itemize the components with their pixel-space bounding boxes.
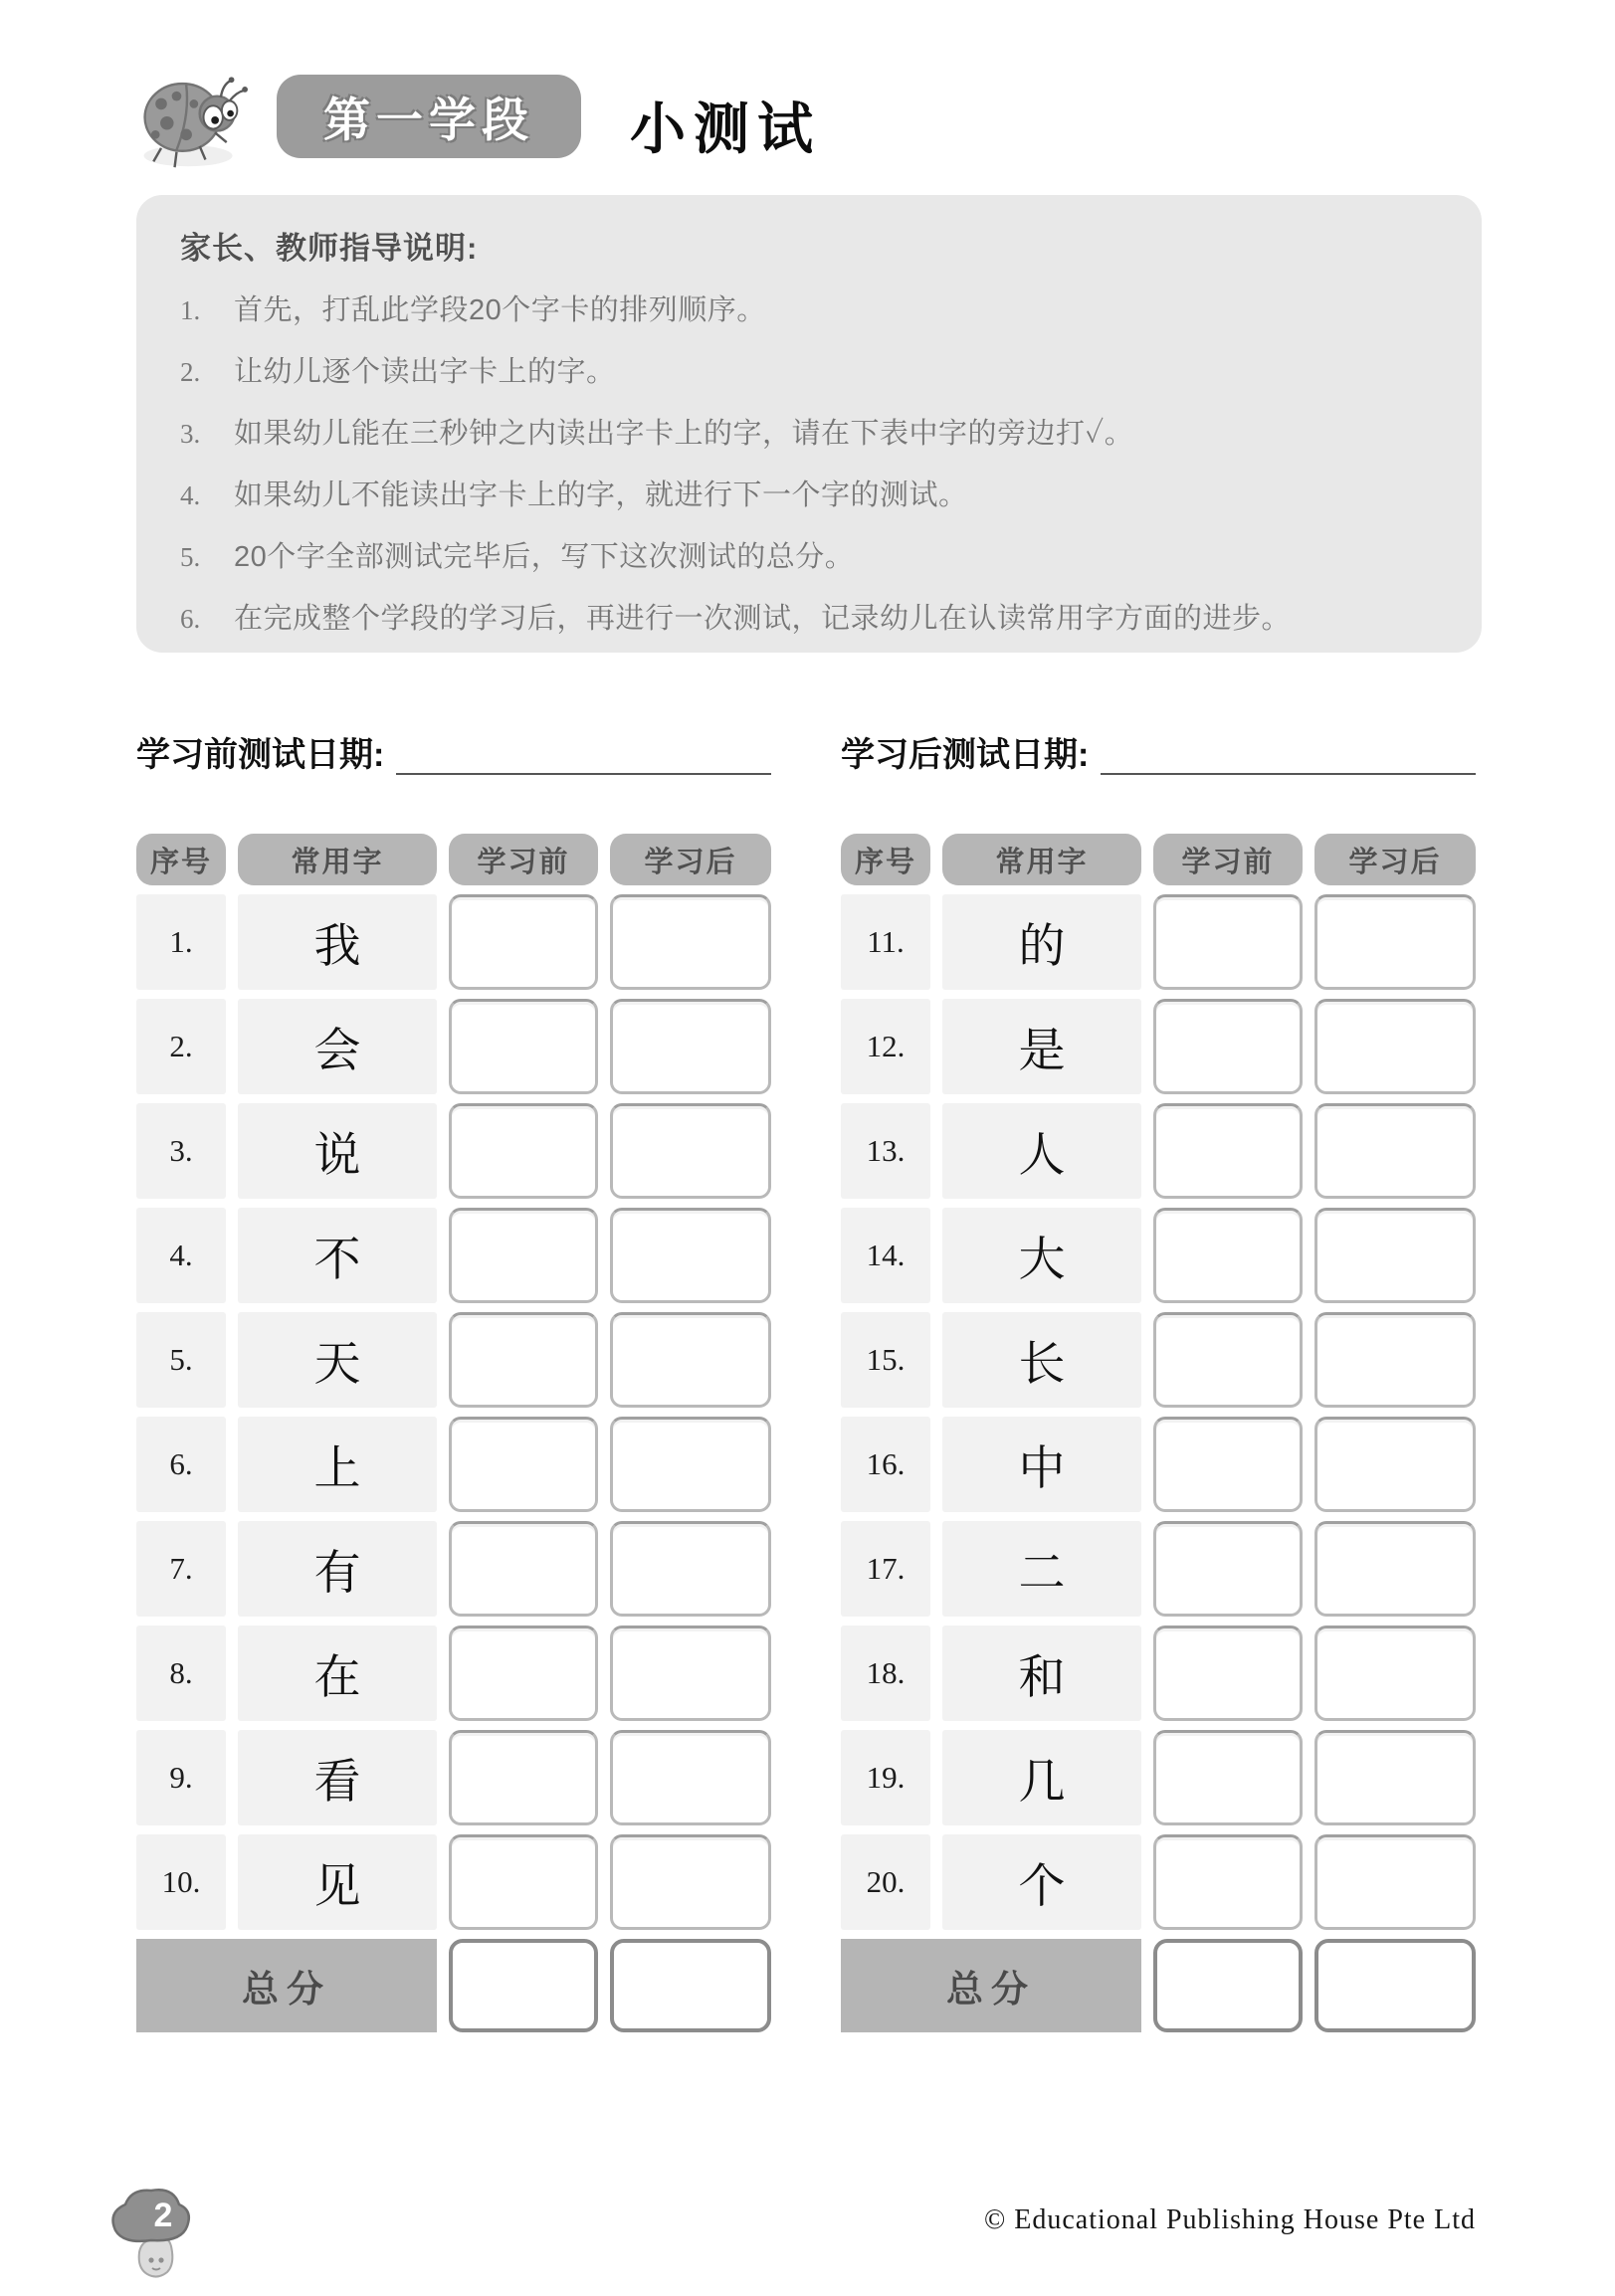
row-number: 7. xyxy=(136,1521,226,1617)
after-score-box[interactable] xyxy=(610,1730,771,1825)
row-number: 11. xyxy=(841,894,930,990)
row-number: 8. xyxy=(136,1626,226,1721)
row-character: 有 xyxy=(238,1521,437,1617)
total-label: 总分 xyxy=(136,1939,437,2032)
table-row xyxy=(136,1730,771,1825)
header-number: 序号 xyxy=(841,834,930,885)
row-character: 大 xyxy=(942,1208,1141,1303)
table-row xyxy=(841,1417,1476,1512)
before-score-box[interactable] xyxy=(1153,999,1303,1094)
before-score-box[interactable] xyxy=(1153,1730,1303,1825)
row-character: 长 xyxy=(942,1312,1141,1408)
row-number: 5. xyxy=(136,1312,226,1408)
row-number: 18. xyxy=(841,1626,930,1721)
row-character: 的 xyxy=(942,894,1141,990)
copyright-text: © Educational Publishing House Pte Ltd xyxy=(983,2204,1476,2235)
after-score-box[interactable] xyxy=(610,1312,771,1408)
table-row xyxy=(841,1730,1476,1825)
table-row xyxy=(841,999,1476,1094)
instruction-text: 在完成整个学段的学习后，再进行一次测试，记录幼儿在认读常用字方面的进步。 xyxy=(234,603,1292,635)
table-row xyxy=(841,1103,1476,1199)
row-number: 15. xyxy=(841,1312,930,1408)
row-number: 20. xyxy=(841,1834,930,1930)
after-score-box[interactable] xyxy=(610,1834,771,1930)
instruction-number: 3. xyxy=(180,419,201,449)
header-number: 序号 xyxy=(136,834,226,885)
before-score-box[interactable] xyxy=(449,1521,598,1617)
after-score-box[interactable] xyxy=(1314,1834,1476,1930)
mushroom-page-icon xyxy=(107,2183,193,2286)
before-score-box[interactable] xyxy=(1153,1834,1303,1930)
instruction-number: 5. xyxy=(180,542,201,572)
header-before: 学习前 xyxy=(1153,834,1303,885)
row-character: 是 xyxy=(942,999,1141,1094)
instruction-text: 首先，打乱此学段20个字卡的排列顺序。 xyxy=(234,294,766,326)
page-title: 小测试 xyxy=(630,97,821,160)
header-before: 学习前 xyxy=(449,834,598,885)
after-score-box[interactable] xyxy=(1314,1208,1476,1303)
before-score-box[interactable] xyxy=(1153,1417,1303,1512)
header-after: 学习后 xyxy=(1314,834,1476,885)
row-number: 19. xyxy=(841,1730,930,1825)
after-score-box[interactable] xyxy=(610,1521,771,1617)
before-score-box[interactable] xyxy=(449,1730,598,1825)
ladybug-icon xyxy=(132,58,248,173)
after-test-date-input[interactable] xyxy=(1101,739,1476,775)
table-row xyxy=(136,1626,771,1721)
before-score-box[interactable] xyxy=(449,999,598,1094)
row-number: 14. xyxy=(841,1208,930,1303)
row-number: 2. xyxy=(136,999,226,1094)
total-row xyxy=(841,1939,1476,2032)
row-character: 在 xyxy=(238,1626,437,1721)
after-score-box[interactable] xyxy=(1314,1626,1476,1721)
total-label: 总分 xyxy=(841,1939,1141,2032)
row-number: 9. xyxy=(136,1730,226,1825)
after-score-box[interactable] xyxy=(1314,894,1476,990)
row-character: 上 xyxy=(238,1417,437,1512)
table-row xyxy=(841,1834,1476,1930)
row-character: 会 xyxy=(238,999,437,1094)
after-score-box[interactable] xyxy=(610,999,771,1094)
before-score-box[interactable] xyxy=(449,1103,598,1199)
after-score-box[interactable] xyxy=(1314,1312,1476,1408)
header-after: 学习后 xyxy=(610,834,771,885)
header-character: 常用字 xyxy=(238,834,437,885)
instruction-text: 如果幼儿不能读出字卡上的字，就进行下一个字的测试。 xyxy=(234,479,968,511)
row-character: 人 xyxy=(942,1103,1141,1199)
before-total-box[interactable] xyxy=(1153,1939,1303,2032)
row-number: 17. xyxy=(841,1521,930,1617)
after-total-box[interactable] xyxy=(610,1939,771,2032)
character-table-left xyxy=(136,834,771,2032)
before-score-box[interactable] xyxy=(1153,1312,1303,1408)
before-test-date-field xyxy=(136,736,771,775)
row-character: 说 xyxy=(238,1103,437,1199)
row-number: 3. xyxy=(136,1103,226,1199)
row-character: 看 xyxy=(238,1730,437,1825)
before-test-date-input[interactable] xyxy=(396,739,771,775)
before-score-box[interactable] xyxy=(449,1312,598,1408)
instruction-title: 家长、教师指导说明: xyxy=(180,231,479,266)
before-score-box[interactable] xyxy=(449,1208,598,1303)
after-score-box[interactable] xyxy=(610,1103,771,1199)
after-total-box[interactable] xyxy=(1314,1939,1476,2032)
before-test-date-label: 学习前测试日期: xyxy=(136,736,385,774)
row-character: 和 xyxy=(942,1626,1141,1721)
table-row xyxy=(841,1521,1476,1617)
row-character: 二 xyxy=(942,1521,1141,1617)
header-character: 常用字 xyxy=(942,834,1141,885)
instruction-number: 6. xyxy=(180,604,201,634)
instruction-item xyxy=(180,353,1438,391)
row-number: 13. xyxy=(841,1103,930,1199)
before-score-box[interactable] xyxy=(449,894,598,990)
before-score-box[interactable] xyxy=(449,1626,598,1721)
row-character: 不 xyxy=(238,1208,437,1303)
before-score-box[interactable] xyxy=(1153,894,1303,990)
after-score-box[interactable] xyxy=(1314,999,1476,1094)
after-score-box[interactable] xyxy=(610,1626,771,1721)
after-test-date-label: 学习后测试日期: xyxy=(841,736,1090,774)
stage-badge xyxy=(277,75,581,158)
instruction-item xyxy=(180,415,1438,453)
table-row xyxy=(136,999,771,1094)
row-number: 16. xyxy=(841,1417,930,1512)
instruction-item xyxy=(180,538,1438,576)
instruction-box xyxy=(136,195,1482,653)
row-number: 1. xyxy=(136,894,226,990)
after-score-box[interactable] xyxy=(1314,1417,1476,1512)
after-score-box[interactable] xyxy=(610,894,771,990)
row-number: 12. xyxy=(841,999,930,1094)
before-score-box[interactable] xyxy=(1153,1521,1303,1617)
instruction-item xyxy=(180,291,1438,329)
table-header-row xyxy=(841,834,1476,885)
after-score-box[interactable] xyxy=(1314,1103,1476,1199)
after-score-box[interactable] xyxy=(1314,1730,1476,1825)
before-score-box[interactable] xyxy=(1153,1208,1303,1303)
row-character: 见 xyxy=(238,1834,437,1930)
row-number: 10. xyxy=(136,1834,226,1930)
after-score-box[interactable] xyxy=(610,1417,771,1512)
table-row xyxy=(841,1626,1476,1721)
row-character: 中 xyxy=(942,1417,1141,1512)
table-row xyxy=(136,1312,771,1408)
after-score-box[interactable] xyxy=(1314,1521,1476,1617)
row-character: 几 xyxy=(942,1730,1141,1825)
table-row xyxy=(136,894,771,990)
before-score-box[interactable] xyxy=(1153,1626,1303,1721)
table-row xyxy=(136,1834,771,1930)
table-row xyxy=(136,1208,771,1303)
instruction-text: 如果幼儿能在三秒钟之内读出字卡上的字，请在下表中字的旁边打✓。 xyxy=(234,418,1134,450)
instruction-number: 4. xyxy=(180,480,201,510)
row-number: 4. xyxy=(136,1208,226,1303)
table-row xyxy=(841,1312,1476,1408)
before-score-box[interactable] xyxy=(449,1417,598,1512)
table-row xyxy=(841,1208,1476,1303)
character-table-right xyxy=(841,834,1476,2032)
table-header-row xyxy=(136,834,771,885)
before-score-box[interactable] xyxy=(449,1834,598,1930)
instruction-item xyxy=(180,477,1438,514)
instruction-text: 20个字全部测试完毕后，写下这次测试的总分。 xyxy=(234,541,855,573)
row-character: 我 xyxy=(238,894,437,990)
before-total-box[interactable] xyxy=(449,1939,598,2032)
instruction-number: 1. xyxy=(180,295,201,325)
row-character: 天 xyxy=(238,1312,437,1408)
before-score-box[interactable] xyxy=(1153,1103,1303,1199)
after-test-date-field xyxy=(841,736,1476,775)
instruction-text: 让幼儿逐个读出字卡上的字。 xyxy=(234,356,616,388)
page-number: 2 xyxy=(153,2197,173,2234)
instruction-number: 2. xyxy=(180,357,201,387)
row-character: 个 xyxy=(942,1834,1141,1930)
stage-badge-label: 第一学段 xyxy=(323,93,534,146)
table-row xyxy=(136,1521,771,1617)
instruction-item xyxy=(180,600,1438,638)
table-row xyxy=(841,894,1476,990)
table-row xyxy=(136,1417,771,1512)
total-row xyxy=(136,1939,771,2032)
row-number: 6. xyxy=(136,1417,226,1512)
table-row xyxy=(136,1103,771,1199)
after-score-box[interactable] xyxy=(610,1208,771,1303)
